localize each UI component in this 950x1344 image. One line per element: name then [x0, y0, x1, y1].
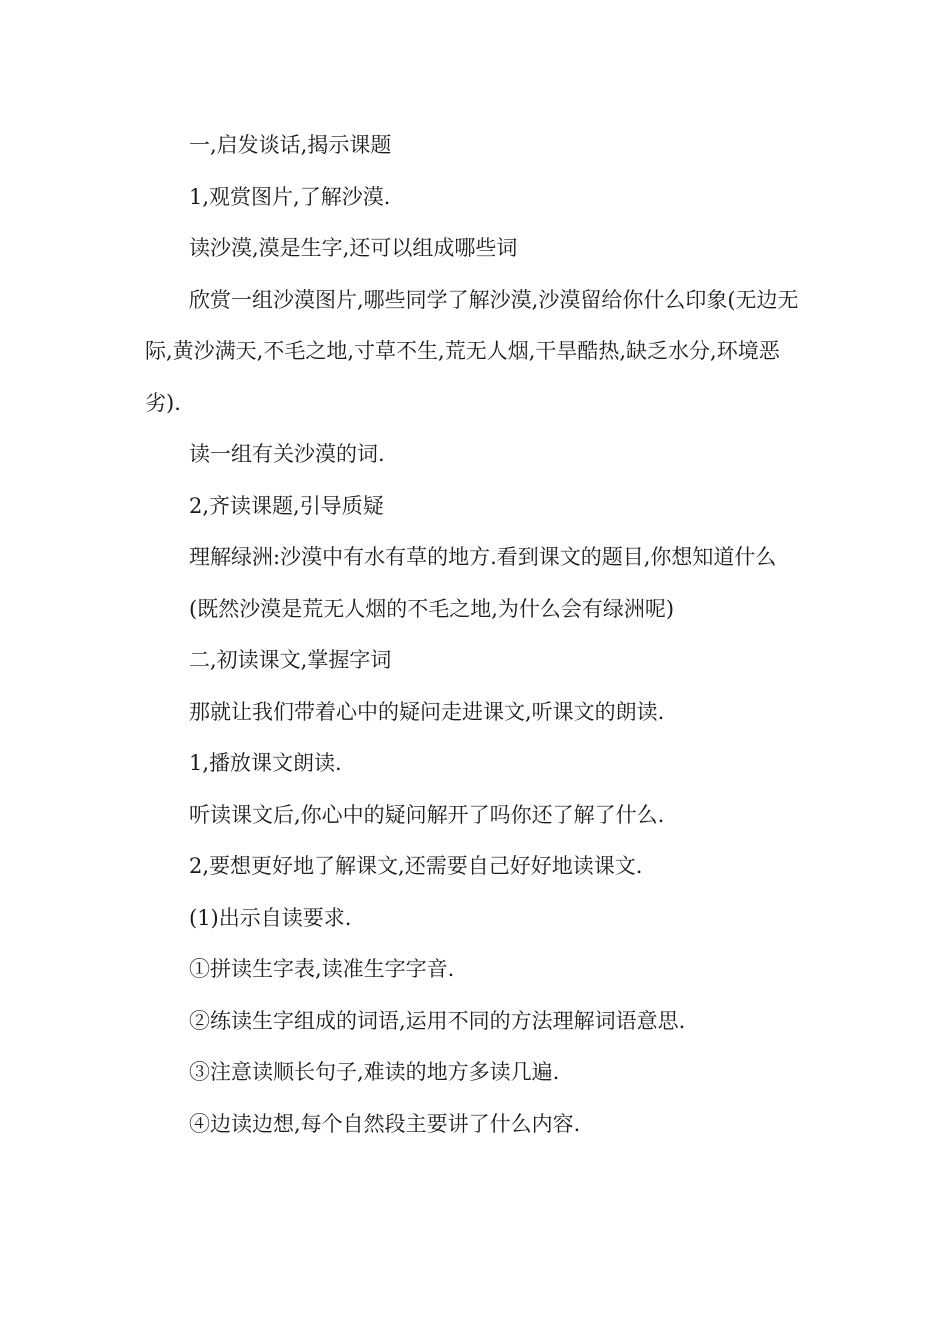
paragraph-oasis-meaning: 理解绿洲:沙漠中有水有草的地方.看到课文的题目,你想知道什么	[189, 545, 777, 569]
paragraph-oasis-question: (既然沙漠是荒无人烟的不毛之地,为什么会有绿洲呢)	[189, 596, 675, 621]
paragraph-desert-impression: 欣赏一组沙漠图片,哪些同学了解沙漠,沙漠留给你什么印象(无边无际,黄沙满天,不毛之地,寸草不生,荒无人烟,干旱酷热,缺乏水分,环境恶劣).	[145, 287, 799, 415]
subitem-self-reading-requirements: (1)出示自读要求.	[189, 905, 352, 930]
document-body	[145, 120, 805, 1150]
heading-section-2: 二,初读课文,掌握字词	[189, 648, 392, 672]
requirement-4: ④边读边想,每个自然段主要讲了什么内容.	[189, 1111, 581, 1136]
step-1-view-pictures: 1,观赏图片,了解沙漠.	[189, 184, 391, 209]
paragraph-desert-words: 读一组有关沙漠的词.	[189, 442, 385, 466]
paragraph-read-desert: 读沙漠,漠是生字,还可以组成哪些词	[189, 236, 518, 260]
requirement-2: ②练读生字组成的词语,运用不同的方法理解词语意思.	[189, 1008, 686, 1033]
step-2-read-title: 2,齐读课题,引导质疑	[189, 493, 384, 518]
heading-section-1: 一,启发谈话,揭示课题	[189, 133, 392, 157]
step-2-read-yourself: 2,要想更好地了解课文,还需要自己好好地读课文.	[189, 854, 643, 878]
step-1-play-recording: 1,播放课文朗读.	[189, 751, 342, 775]
paragraph-listen-intro: 那就让我们带着心中的疑问走进课文,听课文的朗读.	[189, 699, 665, 724]
requirement-3: ③注意读顺长句子,难读的地方多读几遍.	[189, 1060, 560, 1084]
requirement-1: ①拼读生字表,读准生字字音.	[189, 957, 455, 981]
paragraph-after-listening: 听读课文后,你心中的疑问解开了吗你还了解了什么.	[189, 802, 665, 827]
